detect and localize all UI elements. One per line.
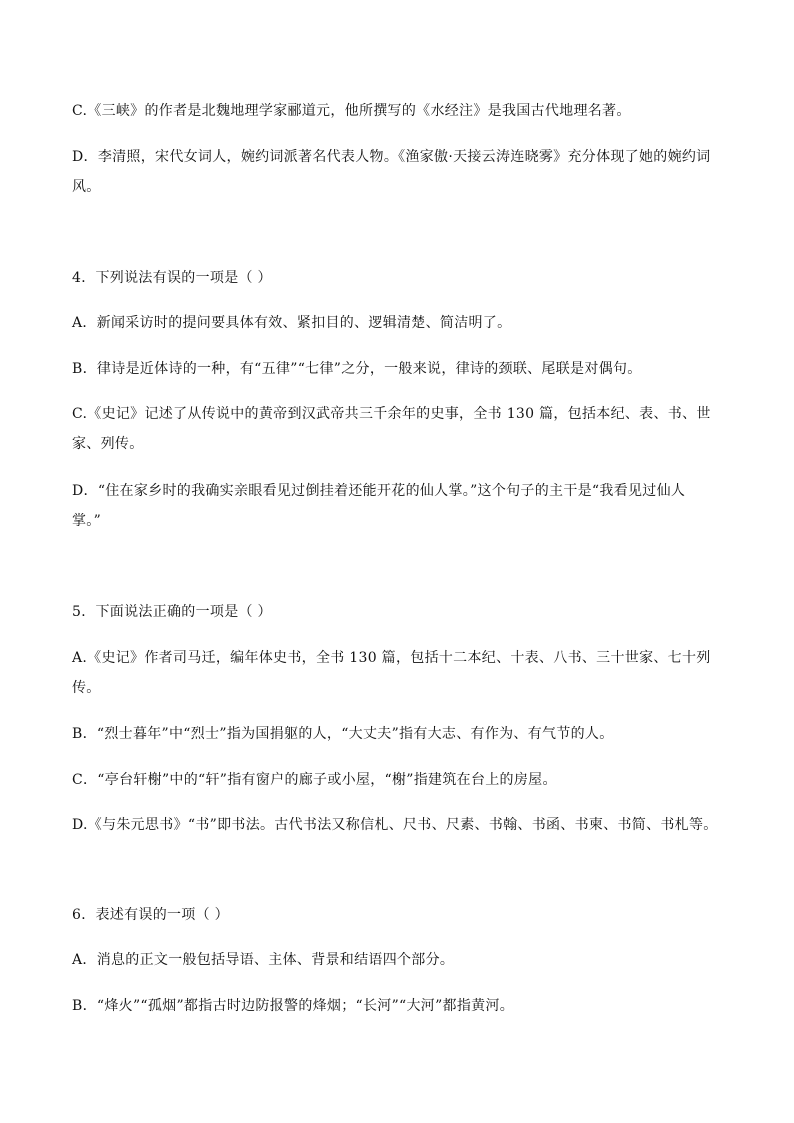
question-5-option-b: B．“烈士暮年”中“烈士”指为国捐躯的人，“大丈夫”指有大志、有作为、有气节的人。 [72,726,614,742]
question-5-option-d: D.《与朱元思书》“书”即书法。古代书法又称信札、尺书、尺素、书翰、书函、书柬、书简、书札等。 [72,817,718,833]
question-5-option-a-continued: 传。 [72,680,101,696]
question-5-stem: 5．下面说法正确的一项是（ ） [72,604,272,620]
question-5-option-c: C．“亭台轩榭”中的“轩”指有窗户的廊子或小屋，“榭”指建筑在台上的房屋。 [72,772,557,788]
prev-option-d: D．李清照，宋代女词人，婉约词派著名代表人物。《渔家傲·天接云涛连晓雾》充分体现了她的婉约词 [72,149,711,165]
question-4-option-a: A．新闻采访时的提问要具体有效、紧扣目的、逻辑清楚、简洁明了。 [72,315,512,331]
question-6-option-a: A．消息的正文一般包括导语、主体、背景和结语四个部分。 [72,952,455,968]
question-4-option-d: D．“住在家乡时的我确实亲眼看见过倒挂着还能开花的仙人掌。”这个句子的主干是“我看见过仙人 [72,483,686,499]
question-6-stem: 6．表述有误的一项（ ） [72,907,229,923]
prev-option-d-continued: 风。 [72,179,101,195]
question-4-option-d-continued: 掌。” [72,513,102,529]
question-5-option-a: A.《史记》作者司马迁，编年体史书，全书 130 篇，包括十二本纪、十表、八书、三十世家、七十列 [72,650,711,666]
question-4-option-c-continued: 家、列传。 [72,436,144,452]
question-4-option-c: C.《史记》记述了从传说中的黄帝到汉武帝共三千余年的史事，全书 130 篇，包括本纪、表、书、世 [72,406,711,422]
prev-option-c: C.《三峡》的作者是北魏地理学家郦道元，他所撰写的《水经注》是我国古代地理名著。 [72,103,631,119]
question-4-option-b: B．律诗是近体诗的一种，有“五律”“七律”之分，一般来说，律诗的颈联、尾联是对偶句。 [72,361,642,377]
question-6-option-b: B．“烽火”“孤烟”都指古时边防报警的烽烟；“长河”“大河”都指黄河。 [72,998,515,1014]
question-4-stem: 4．下列说法有误的一项是（ ） [72,270,272,286]
